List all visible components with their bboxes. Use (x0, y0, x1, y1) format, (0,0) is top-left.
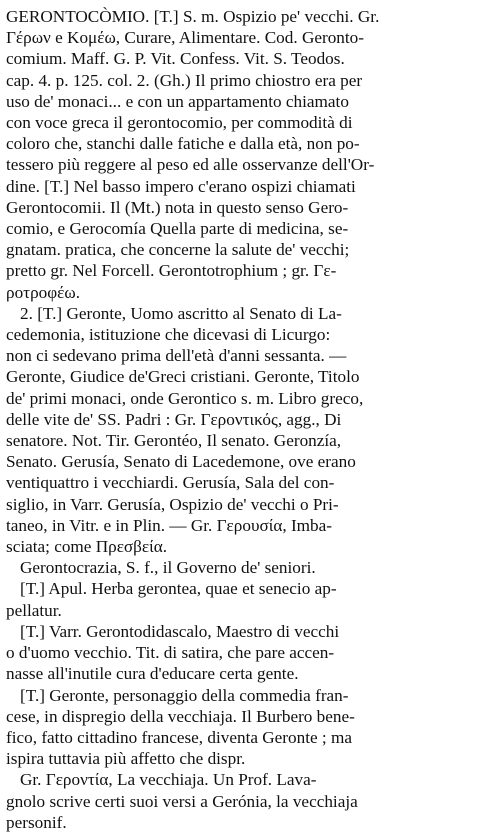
text-line: [T.] Apul. Herba gerontea, quae et senecio ap- (20, 579, 337, 599)
text-line: ροτροφέω. (6, 282, 80, 302)
text-line: nasse all'inutile cura d'educare certa gente. (6, 664, 299, 684)
text-line: taneo, in Vitr. e in Plin. — Gr. Γερουσία, Imba- (6, 515, 332, 535)
text-line: ventiquattro i vecchiardi. Gerusía, Sala del con- (6, 473, 335, 493)
text-line: sciata; come Πρεσβεία. (6, 537, 168, 557)
text-line: non ci sedevano prima dell'età d'anni sessanta. — (6, 346, 347, 366)
text-line: gnolo scrive certi suoi versi a Gerónia, la vecchiaja (6, 791, 358, 811)
subentry-gerontocrazia (6, 557, 472, 578)
subentry-gerontia (6, 769, 472, 833)
text-line: cap. 4. p. 125. col. 2. (Gh.) Il primo chiostro era per (6, 70, 363, 90)
text-line: Geronte, Giudice de'Greci cristiani. Geronte, Titolo (6, 367, 360, 387)
text-line: uso de' monaci... e con un appartamento chiamato (6, 91, 349, 111)
subentry-apul (6, 578, 472, 620)
text-line: Γέρων e Κομέω, Curare, Alimentare. Cod. Geronto- (6, 28, 364, 48)
text-line: comium. Maff. G. P. Vit. Confess. Vit. S. Teodos. (6, 49, 345, 69)
sense-2 (6, 303, 472, 557)
text-line: [T.] Varr. Gerontodidascalo, Maestro di vecchi (20, 621, 340, 641)
text-line: personif. (6, 812, 67, 832)
text-line: [T.] Geronte, personaggio della commedia fran- (20, 685, 349, 705)
text-line: coloro che, stanchi dalle fatiche e dalla età, non po- (6, 134, 360, 154)
subentry-geronte (6, 685, 472, 770)
text-line: cese, in dispregio della vecchiaja. Il Burbero bene- (6, 706, 355, 726)
text-line: cedemonia, istituzione che dicevasi di Licurgo: (6, 325, 331, 345)
text-line: pellatur. (6, 600, 62, 620)
text-line: pretto gr. Nel Forcell. Gerontotrophium ; gr. Γε- (6, 261, 337, 281)
text-line: comio, e Gerocomía Quella parte di medicina, se- (6, 219, 349, 239)
text-line: dine. [T.] Nel basso impero c'erano ospizi chiamati (6, 176, 356, 196)
text-line: delle vite de' SS. Padri : Gr. Γεροντικός, agg., Di (6, 409, 342, 429)
text-line: senatore. Not. Tir. Gerontéo, Il senato. Geronzía, (6, 431, 342, 451)
entry-gerontocomio (6, 6, 472, 303)
subentry-varr (6, 621, 472, 685)
text-line: ispira tuttavia più affetto che dispr. (6, 749, 246, 769)
text-line: 2. [T.] Geronte, Uomo ascritto al Senato di La- (20, 303, 342, 323)
text-line: Senato. Gerusía, Senato di Lacedemone, ove erano (6, 452, 356, 472)
text-line: Gr. Γεροντία, La vecchiaja. Un Prof. Lava- (20, 770, 317, 790)
text-line: GERONTOCÒMIO. [T.] S. m. Ospizio pe' vecchi. Gr. (6, 7, 380, 26)
text-line: con voce greca il gerontocomio, per commodità di (6, 113, 353, 133)
text-line: o d'uomo vecchio. Tit. di satira, che pare accen- (6, 643, 335, 663)
text-line: siglio, in Varr. Gerusía, Ospizio de' vecchi o Pri- (6, 494, 339, 514)
text-line: Gerontocomii. Il (Mt.) nota in questo senso Gero- (6, 197, 349, 217)
text-line: fico, fatto cittadino francese, diventa Geronte ; ma (6, 727, 352, 747)
text-line: de' primi monaci, onde Geronticо s. m. Libro greco, (6, 388, 364, 408)
text-line: Gerontocrazia, S. f., il Governo de' seniori. (20, 558, 316, 578)
text-line: gnatam. pratica, che concerne la salute de' vecchi; (6, 240, 350, 260)
text-line: tessero più reggere al peso ed alle osservanze dell'Or- (6, 155, 375, 175)
